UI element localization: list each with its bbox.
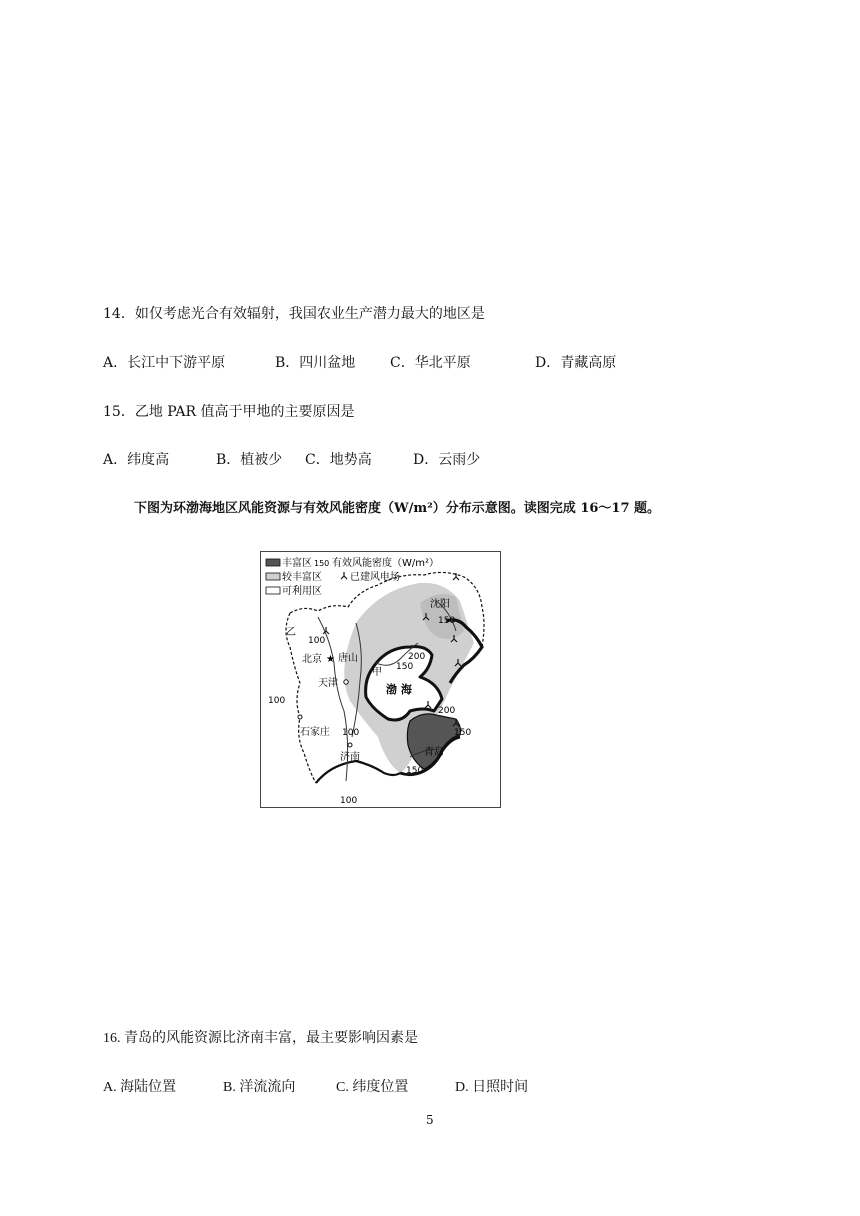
q14-option-a: A．长江中下游平原	[103, 355, 226, 371]
wind-resource-map	[260, 551, 501, 808]
contour-150b: 150	[396, 662, 414, 672]
tianjin-dot	[344, 680, 348, 684]
label-jia: 甲	[372, 667, 382, 678]
q15-option-a: A．纬度高	[103, 452, 170, 468]
star-icon: ★	[326, 654, 335, 665]
q16-option-d: D. 日照时间	[455, 1080, 529, 1095]
label-bohai: 渤 海	[386, 683, 412, 696]
label-shenyang: 沈阳	[430, 599, 450, 610]
legend-rich-swatch	[266, 559, 280, 566]
label-jinan: 济南	[340, 752, 360, 763]
contour-200b: 200	[438, 706, 456, 716]
q14-option-c: C．华北平原	[390, 355, 471, 371]
map-intro: 下图为环渤海地区风能资源与有效风能密度（W/m²）分布示意图。读图完成 16～17 题。	[134, 501, 661, 516]
label-tianjin: 天津	[318, 678, 338, 689]
q14-option-d: D．青藏高原	[535, 355, 617, 371]
q16-option-a: A. 海陆位置	[103, 1080, 177, 1095]
q15-option-d: D．云雨少	[413, 452, 481, 468]
legend-rich-label: 丰富区	[282, 558, 312, 569]
contour-150c: 150	[454, 728, 472, 738]
contour-100d: 100	[340, 796, 358, 806]
page-number: 5	[426, 1113, 434, 1127]
question-16-stem: 16. 青岛的风能资源比济南丰富，最主要影响因素是	[103, 1031, 418, 1046]
q15-option-c: C．地势高	[305, 452, 372, 468]
question-15-stem: 15．乙地 PAR 值高于甲地的主要原因是	[103, 404, 355, 420]
label-shijiazhuang: 石家庄	[300, 727, 330, 738]
q16-option-b: B. 洋流流向	[223, 1080, 296, 1095]
contour-200a: 200	[408, 652, 426, 662]
question-14-stem: 14．如仅考虑光合有效辐射，我国农业生产潜力最大的地区是	[103, 306, 485, 322]
legend-contour-value: 150	[314, 559, 330, 568]
q16-option-c: C. 纬度位置	[336, 1080, 409, 1095]
label-beijing: 北京	[302, 654, 322, 665]
q14-option-b: B．四川盆地	[275, 355, 356, 371]
legend-usable-label: 可利用区	[282, 586, 322, 597]
label-yi: 乙	[286, 627, 296, 638]
label-tangshan: 唐山	[338, 653, 358, 664]
contour-100a: 100	[308, 636, 326, 646]
legend-windfarm-label: 已建风电场	[350, 572, 400, 583]
legend-usable-swatch	[266, 587, 280, 594]
shijiazhuang-dot	[298, 715, 302, 719]
contour-100b: 100	[268, 696, 286, 706]
legend-medium-label: 较丰富区	[282, 572, 322, 583]
contour-100c: 100	[342, 728, 360, 738]
q15-option-b: B．植被少	[216, 452, 283, 468]
jinan-dot	[348, 743, 352, 747]
legend-medium-swatch	[266, 573, 280, 580]
contour-150a: 150	[438, 616, 456, 626]
label-qingdao: 青岛	[424, 747, 444, 758]
contour-150d: 150	[406, 766, 424, 776]
legend-contour-desc: 有效风能密度（W/m²）	[332, 558, 440, 569]
